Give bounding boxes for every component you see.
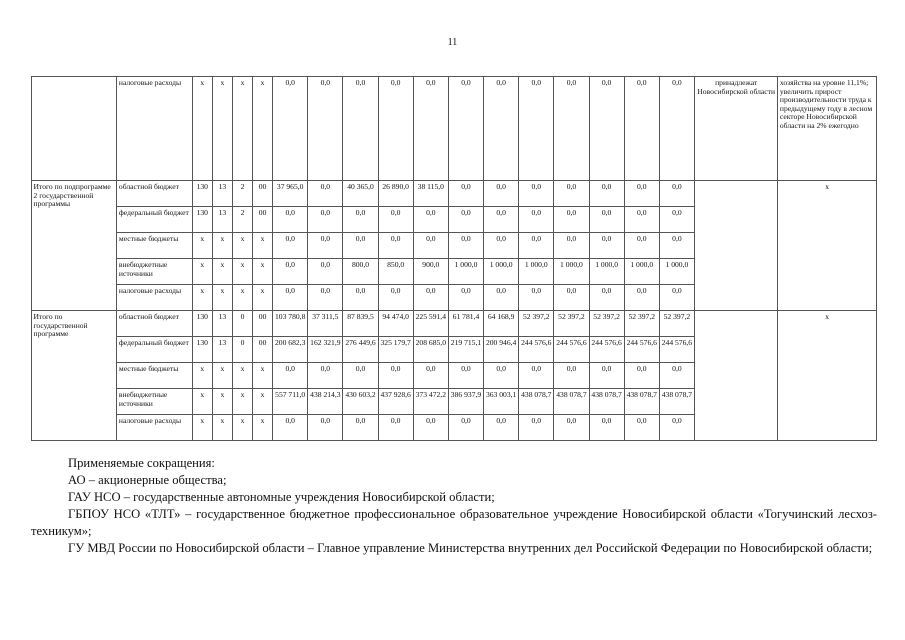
amount-cell: 0,0 bbox=[624, 285, 659, 311]
executor-cell bbox=[694, 181, 777, 311]
budget-code-cell: х bbox=[212, 285, 232, 311]
amount-cell: 37 311,5 bbox=[308, 311, 343, 337]
amount-cell: 0,0 bbox=[308, 207, 343, 233]
amount-cell: 0,0 bbox=[378, 77, 413, 181]
amount-cell: 0,0 bbox=[589, 207, 624, 233]
abbreviation-item: ГУ МВД России по Новосибирской области – Главное управление Министерства внутренних дел Российской Федерации по Новосибирской области; bbox=[68, 541, 873, 555]
budget-code-cell: 130 bbox=[192, 207, 212, 233]
funding-source: налоговые расходы bbox=[117, 415, 192, 441]
amount-cell: 1 000,0 bbox=[448, 259, 483, 285]
amount-cell: 0,0 bbox=[308, 181, 343, 207]
amount-cell: 0,0 bbox=[273, 259, 308, 285]
amount-cell: 0,0 bbox=[659, 181, 694, 207]
budget-code-cell: х bbox=[232, 233, 252, 259]
amount-cell: 0,0 bbox=[659, 285, 694, 311]
amount-cell: 0,0 bbox=[308, 415, 343, 441]
amount-cell: 438 078,7 bbox=[624, 389, 659, 415]
amount-cell: 0,0 bbox=[589, 233, 624, 259]
amount-cell: 437 928,6 bbox=[378, 389, 413, 415]
amount-cell: 0,0 bbox=[413, 233, 448, 259]
budget-code-cell: х bbox=[232, 285, 252, 311]
amount-cell: 850,0 bbox=[378, 259, 413, 285]
budget-code-cell: 00 bbox=[253, 207, 273, 233]
budget-code-cell: 00 bbox=[253, 181, 273, 207]
amount-cell: 0,0 bbox=[484, 181, 519, 207]
budget-code-cell: х bbox=[253, 363, 273, 389]
amount-cell: 162 321,9 bbox=[308, 337, 343, 363]
funding-source: внебюджетные источники bbox=[117, 259, 192, 285]
amount-cell: 219 715,1 bbox=[448, 337, 483, 363]
amount-cell: 244 576,6 bbox=[519, 337, 554, 363]
amount-cell: 26 890,0 bbox=[378, 181, 413, 207]
amount-cell: 0,0 bbox=[448, 363, 483, 389]
expected-result-cell: х bbox=[778, 181, 877, 311]
amount-cell: 430 603,2 bbox=[343, 389, 378, 415]
amount-cell: 0,0 bbox=[554, 207, 589, 233]
abbreviation-item: АО – акционерные общества; bbox=[68, 473, 227, 487]
budget-code-cell: х bbox=[192, 233, 212, 259]
budget-code-cell: х bbox=[212, 259, 232, 285]
amount-cell: 0,0 bbox=[308, 259, 343, 285]
budget-code-cell: 2 bbox=[232, 207, 252, 233]
amount-cell: 0,0 bbox=[378, 207, 413, 233]
amount-cell: 1 000,0 bbox=[589, 259, 624, 285]
amount-cell: 438 214,3 bbox=[308, 389, 343, 415]
amount-cell: 0,0 bbox=[484, 363, 519, 389]
amount-cell: 0,0 bbox=[378, 415, 413, 441]
amount-cell: 900,0 bbox=[413, 259, 448, 285]
amount-cell: 103 780,8 bbox=[273, 311, 308, 337]
amount-cell: 0,0 bbox=[484, 233, 519, 259]
group-name-cell: Итого по подпрограмме 2 государственной программы bbox=[32, 181, 117, 311]
amount-cell: 244 576,6 bbox=[554, 337, 589, 363]
amount-cell: 0,0 bbox=[308, 363, 343, 389]
page-number: 11 bbox=[447, 37, 458, 48]
budget-code-cell: х bbox=[192, 259, 212, 285]
amount-cell: 438 078,7 bbox=[659, 389, 694, 415]
budget-code-cell: х bbox=[192, 77, 212, 181]
funding-source: внебюджетные источники bbox=[117, 389, 192, 415]
budget-code-cell: 13 bbox=[212, 337, 232, 363]
budget-code-cell: х bbox=[212, 233, 232, 259]
budget-code-cell: х bbox=[232, 415, 252, 441]
amount-cell: 0,0 bbox=[378, 285, 413, 311]
amount-cell: 0,0 bbox=[413, 415, 448, 441]
amount-cell: 0,0 bbox=[448, 181, 483, 207]
amount-cell: 0,0 bbox=[273, 77, 308, 181]
funding-source: налоговые расходы bbox=[117, 77, 192, 181]
funding-source: федеральный бюджет bbox=[117, 337, 192, 363]
budget-code-cell: 130 bbox=[192, 337, 212, 363]
amount-cell: 200 946,4 bbox=[484, 337, 519, 363]
amount-cell: 0,0 bbox=[554, 77, 589, 181]
amount-cell: 0,0 bbox=[413, 363, 448, 389]
amount-cell: 0,0 bbox=[343, 233, 378, 259]
amount-cell: 0,0 bbox=[484, 77, 519, 181]
amount-cell: 0,0 bbox=[519, 233, 554, 259]
amount-cell: 276 449,6 bbox=[343, 337, 378, 363]
budget-code-cell: х bbox=[192, 389, 212, 415]
amount-cell: 0,0 bbox=[413, 77, 448, 181]
amount-cell: 0,0 bbox=[448, 285, 483, 311]
amount-cell: 0,0 bbox=[273, 207, 308, 233]
table-row bbox=[32, 181, 877, 207]
amount-cell: 61 781,4 bbox=[448, 311, 483, 337]
amount-cell: 0,0 bbox=[519, 207, 554, 233]
amount-cell: 0,0 bbox=[378, 233, 413, 259]
budget-code-cell: х bbox=[253, 389, 273, 415]
amount-cell: 244 576,6 bbox=[624, 337, 659, 363]
expected-result-cell: хозяйства на уровне 11,1%; увеличить прирост производительности труда к предыдущему году в лесном секторе Новосибирской области на 2% ежегодно bbox=[778, 77, 877, 181]
amount-cell: 0,0 bbox=[624, 415, 659, 441]
amount-cell: 225 591,4 bbox=[413, 311, 448, 337]
amount-cell: 52 397,2 bbox=[659, 311, 694, 337]
amount-cell: 0,0 bbox=[659, 415, 694, 441]
abbreviations-heading: Применяемые сокращения: bbox=[68, 456, 215, 470]
budget-code-cell: х bbox=[253, 415, 273, 441]
executor-cell bbox=[694, 311, 777, 441]
budget-code-cell: х bbox=[232, 389, 252, 415]
amount-cell: 52 397,2 bbox=[554, 311, 589, 337]
amount-cell: 0,0 bbox=[519, 77, 554, 181]
amount-cell: 363 003,1 bbox=[484, 389, 519, 415]
amount-cell: 0,0 bbox=[589, 415, 624, 441]
amount-cell: 38 115,0 bbox=[413, 181, 448, 207]
amount-cell: 87 839,5 bbox=[343, 311, 378, 337]
amount-cell: 0,0 bbox=[589, 363, 624, 389]
budget-code-cell: х bbox=[212, 77, 232, 181]
amount-cell: 0,0 bbox=[554, 181, 589, 207]
expected-result-cell: х bbox=[778, 311, 877, 441]
budget-code-cell: 00 bbox=[253, 337, 273, 363]
amount-cell: 0,0 bbox=[448, 207, 483, 233]
amount-cell: 0,0 bbox=[659, 77, 694, 181]
amount-cell: 1 000,0 bbox=[484, 259, 519, 285]
amount-cell: 0,0 bbox=[343, 363, 378, 389]
budget-code-cell: 13 bbox=[212, 311, 232, 337]
amount-cell: 0,0 bbox=[589, 77, 624, 181]
funding-source: местные бюджеты bbox=[117, 233, 192, 259]
amount-cell: 0,0 bbox=[589, 181, 624, 207]
amount-cell: 0,0 bbox=[484, 285, 519, 311]
amount-cell: 1 000,0 bbox=[659, 259, 694, 285]
amount-cell: 0,0 bbox=[308, 285, 343, 311]
amount-cell: 438 078,7 bbox=[519, 389, 554, 415]
amount-cell: 0,0 bbox=[554, 363, 589, 389]
amount-cell: 40 365,0 bbox=[343, 181, 378, 207]
amount-cell: 0,0 bbox=[484, 415, 519, 441]
amount-cell: 0,0 bbox=[624, 363, 659, 389]
budget-code-cell: х bbox=[192, 415, 212, 441]
amount-cell: 0,0 bbox=[308, 77, 343, 181]
funding-source: налоговые расходы bbox=[117, 285, 192, 311]
executor-cell: принадлежат Новосибирской области bbox=[694, 77, 777, 181]
amount-cell: 1 000,0 bbox=[554, 259, 589, 285]
amount-cell: 52 397,2 bbox=[589, 311, 624, 337]
amount-cell: 0,0 bbox=[413, 285, 448, 311]
budget-code-cell: х bbox=[232, 77, 252, 181]
amount-cell: 244 576,6 bbox=[659, 337, 694, 363]
amount-cell: 0,0 bbox=[624, 77, 659, 181]
amount-cell: 0,0 bbox=[273, 285, 308, 311]
budget-code-cell: 130 bbox=[192, 311, 212, 337]
budget-code-cell: 130 bbox=[192, 181, 212, 207]
amount-cell: 0,0 bbox=[273, 363, 308, 389]
amount-cell: 0,0 bbox=[273, 233, 308, 259]
budget-code-cell: х bbox=[212, 363, 232, 389]
budget-table bbox=[31, 76, 877, 441]
amount-cell: 1 000,0 bbox=[624, 259, 659, 285]
funding-source: федеральный бюджет bbox=[117, 207, 192, 233]
budget-code-cell: х bbox=[253, 233, 273, 259]
amount-cell: 0,0 bbox=[659, 207, 694, 233]
amount-cell: 0,0 bbox=[659, 363, 694, 389]
amount-cell: 0,0 bbox=[624, 181, 659, 207]
budget-code-cell: х bbox=[232, 363, 252, 389]
amount-cell: 557 711,0 bbox=[273, 389, 308, 415]
budget-code-cell: 0 bbox=[232, 311, 252, 337]
amount-cell: 0,0 bbox=[484, 207, 519, 233]
budget-table-body bbox=[32, 77, 877, 441]
budget-code-cell: 13 bbox=[212, 181, 232, 207]
budget-code-cell: х bbox=[232, 259, 252, 285]
amount-cell: 52 397,2 bbox=[624, 311, 659, 337]
amount-cell: 386 937,9 bbox=[448, 389, 483, 415]
amount-cell: 0,0 bbox=[519, 363, 554, 389]
budget-code-cell: х bbox=[212, 415, 232, 441]
amount-cell: 0,0 bbox=[659, 233, 694, 259]
amount-cell: 0,0 bbox=[343, 415, 378, 441]
budget-code-cell: 13 bbox=[212, 207, 232, 233]
budget-code-cell: х bbox=[253, 259, 273, 285]
amount-cell: 0,0 bbox=[413, 207, 448, 233]
abbreviations-section bbox=[31, 455, 877, 557]
amount-cell: 325 179,7 bbox=[378, 337, 413, 363]
amount-cell: 52 397,2 bbox=[519, 311, 554, 337]
amount-cell: 0,0 bbox=[624, 233, 659, 259]
amount-cell: 94 474,0 bbox=[378, 311, 413, 337]
amount-cell: 0,0 bbox=[448, 77, 483, 181]
amount-cell: 438 078,7 bbox=[554, 389, 589, 415]
amount-cell: 0,0 bbox=[589, 285, 624, 311]
amount-cell: 0,0 bbox=[343, 285, 378, 311]
amount-cell: 0,0 bbox=[378, 363, 413, 389]
amount-cell: 0,0 bbox=[343, 207, 378, 233]
budget-code-cell: 2 bbox=[232, 181, 252, 207]
amount-cell: 438 078,7 bbox=[589, 389, 624, 415]
amount-cell: 0,0 bbox=[448, 415, 483, 441]
amount-cell: 373 472,2 bbox=[413, 389, 448, 415]
amount-cell: 0,0 bbox=[448, 233, 483, 259]
amount-cell: 64 168,9 bbox=[484, 311, 519, 337]
budget-code-cell: х bbox=[253, 285, 273, 311]
funding-source: местные бюджеты bbox=[117, 363, 192, 389]
amount-cell: 0,0 bbox=[273, 415, 308, 441]
budget-code-cell: х bbox=[192, 285, 212, 311]
budget-code-cell: 0 bbox=[232, 337, 252, 363]
amount-cell: 0,0 bbox=[554, 285, 589, 311]
amount-cell: 0,0 bbox=[519, 181, 554, 207]
amount-cell: 800,0 bbox=[343, 259, 378, 285]
budget-code-cell: 00 bbox=[253, 311, 273, 337]
amount-cell: 0,0 bbox=[519, 415, 554, 441]
table-row bbox=[32, 77, 877, 181]
amount-cell: 0,0 bbox=[554, 415, 589, 441]
amount-cell: 0,0 bbox=[343, 77, 378, 181]
amount-cell: 0,0 bbox=[554, 233, 589, 259]
amount-cell: 0,0 bbox=[624, 207, 659, 233]
amount-cell: 0,0 bbox=[519, 285, 554, 311]
funding-source: областной бюджет bbox=[117, 181, 192, 207]
group-name-cell: Итого по государственной программе bbox=[32, 311, 117, 441]
budget-code-cell: х bbox=[212, 389, 232, 415]
abbreviation-item: ГАУ НСО – государственные автономные учреждения Новосибирской области; bbox=[68, 490, 495, 504]
budget-code-cell: х bbox=[253, 77, 273, 181]
funding-source: областной бюджет bbox=[117, 311, 192, 337]
abbreviation-item: ГБПОУ НСО «ТЛТ» – государственное бюджетное профессиональное образовательное учреждение Новосибирской области «Тогучинский лесхоз-техникум»; bbox=[31, 507, 877, 538]
group-name-cell bbox=[32, 77, 117, 181]
amount-cell: 200 682,3 bbox=[273, 337, 308, 363]
amount-cell: 0,0 bbox=[308, 233, 343, 259]
amount-cell: 1 000,0 bbox=[519, 259, 554, 285]
amount-cell: 37 965,0 bbox=[273, 181, 308, 207]
amount-cell: 244 576,6 bbox=[589, 337, 624, 363]
budget-code-cell: х bbox=[192, 363, 212, 389]
table-row bbox=[32, 311, 877, 337]
amount-cell: 208 685,0 bbox=[413, 337, 448, 363]
